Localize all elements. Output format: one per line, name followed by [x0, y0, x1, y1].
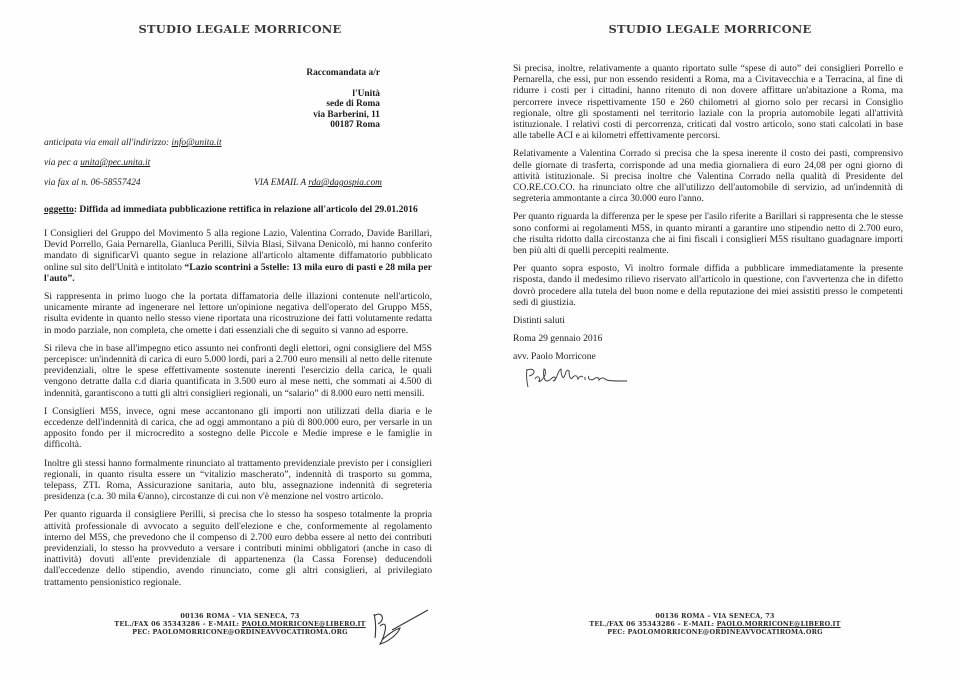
paragraph: Si precisa, inoltre, relativamente a quanto riportato sulle “spese di auto” dei consiglieri Porrello e Pernarella, che essi, pur non essendo residenti a Roma, ma a Civitavecchia e a Terracina, al fine di ridurre i costi per i cittadini, hanno ritenuto di non dovere affittare un'abitazione a Roma, ma percorrere invece rispettivamente 150 e 260 chilometri al giorno solo per recarsi in Consiglio regionale, oltre gli spostamenti nel territorio laziale con la propria automobile legati all'attività istituzionale. I relativi costi di percorrenza, criticati dal vostro articolo, sono stati calcolati in base alle tabelle ACI e ai kilometri effettivamente percorsi.	[513, 63, 903, 142]
send-method-label: via pec a	[44, 158, 81, 168]
subject-line	[44, 204, 434, 215]
footer-tel: TEL./FAX 06 35343286 – E-MAIL:	[114, 620, 242, 629]
paragraph: Per quanto riguarda la differenza per le spese per l'asilo riferite a Barillari si rappresenta che le stesse sono conformi ai regolamenti M5S, in quanto miranti a garantire uno stipendio netto di 2.700 euro, che risulta ridotto dalla circostanza che ai fini fiscali i consiglieri M5S risultano guadagnare importi ben più alti di quelli percepiti realmente.	[513, 211, 903, 257]
page-footer	[475, 612, 955, 637]
footer-pec: PEC: PAOLOMORRICONE@ORDINEAVVOCATIROMA.ORG	[132, 628, 348, 637]
footer-address: 00136 ROMA – VIA SENECA, 73	[655, 612, 775, 620]
footer-email-link[interactable]: PAOLO.MORRICONE@LIBERO.IT	[241, 620, 366, 629]
footer-email-link[interactable]: PAOLO.MORRICONE@LIBERO.IT	[716, 620, 841, 629]
initials-signature-icon	[370, 608, 430, 648]
paragraph: Si rileva che in base all'impegno etico assunto nei confronti degli elettori, ogni consigliere del M5S percepisce: un'indennità di carica di euro 5.000 lordi, pari a 2.700 euro mensili al netto delle ritenute previdenziali, oltre le spese effettivamente sostenute inerenti l'esercizio della carica, le quali vengono detratte dalla c.d diaria quantificata in 3.500 euro al mese netti, che sommati ai 4.500 di indennità, garantiscono a tutti gli altri consiglieri regionali, un “salario” di 8.000 euro netti mensili.	[44, 342, 432, 399]
signatory-name: avv. Paolo Morricone	[513, 351, 596, 363]
recipient-block	[306, 68, 380, 131]
paragraph: Relativamente a Valentina Corrado si precisa che la spesa inerente il costo dei pasti, comprensivo delle giornate di trasferta, corrisponde ad una media giornaliera di euro 24,08 per ogni giorno di attività istituzionale. Si precisa inoltre che Valentina Corrado nella qualità di Presidente del CO.RE.CO.CO. ha rinunciato oltre che all'utilizzo dell'automobile di servizio, ad un'indennità di segreteria ammontante a circa 30.000 euro l'anno.	[513, 148, 903, 205]
send-method-pec	[44, 158, 434, 178]
send-methods	[44, 138, 434, 198]
subject-label: oggetto	[44, 204, 74, 215]
paragraph: Per quanto sopra esposto, Vi inoltro formale diffida a pubblicare immediatamente la presente risposta, dando il medesimo rilievo riservato all'articolo in questione, con l'avvertenza che in difetto dovrò procedere alla tutela del buon nome e della reputazione dei miei assistiti presso le competenti sedi di giustizia.	[513, 263, 903, 308]
send-method-label: VIA EMAIL A	[254, 178, 309, 188]
subject-text: : Diffida ad immediata pubblicazione rettifica in relazione all'articolo del 29.01.2016	[73, 204, 418, 215]
paragraph: Inoltre gli stessi hanno formalmente rinunciato al trattamento previdenziale previsto per i consiglieri regionali, in quanto risulta essere un “vitalizio mascherato”, indennità di trasporto su gomma, telepass, ZTL Roma, Assicurazione sanitaria, auto blu, assegnazione indennità di segreteria presidenza (c.a. 30 mila €/anno), circostanze di cui non v'è menzione nel vostro articolo.	[44, 457, 432, 503]
closing: Distinti saluti	[513, 315, 565, 327]
email-link[interactable]: info@unita.it	[171, 138, 222, 148]
recipient-line: sede di Roma	[326, 99, 380, 110]
letterhead: STUDIO LEGALE MORRICONE	[608, 22, 812, 36]
recipient-line: 00187 Roma	[330, 120, 380, 131]
send-method-fax	[44, 178, 434, 198]
send-method-email	[44, 138, 434, 158]
letter-page-2	[480, 0, 960, 680]
footer-pec: PEC: PAOLOMORRICONE@ORDINEAVVOCATIROMA.ORG	[607, 628, 823, 637]
footer-address: 00136 ROMA – VIA SENECA, 73	[180, 612, 300, 620]
recipient-line: l'Unità	[352, 88, 380, 99]
send-method-email-2	[254, 178, 382, 189]
delivery-method: Raccomandata a/r	[306, 68, 380, 78]
handwritten-signature-icon	[523, 365, 633, 391]
footer-contacts	[475, 620, 955, 628]
letterhead: STUDIO LEGALE MORRICONE	[138, 22, 342, 36]
paragraph: Per quanto riguarda il consigliere Perilli, si precisa che lo stesso ha sospeso totalmente la propria attività professionale di avvocato a seguito dell'elezione e che, conformemente al regolamento interno del M5S, che prevedono che il compenso di 2.700 euro debba essere al netto dei contributi previdenziali, lo stesso ha provveduto a versare i contributi minimi obbligatori (anche in caso di inattività) dovuti all'ente previdenziale di appartenenza (la Cassa Forense) deducendoli dall'eccedenze dello stipendio, avendo rinunciato, come gli altri consiglieri, al privilegiato trattamento pensionistico regionale.	[44, 509, 432, 588]
recipient-line: via Barberini, 11	[313, 109, 380, 120]
letter-body-1	[44, 228, 432, 595]
letter-body-2	[513, 63, 903, 394]
email-link-2[interactable]: rda@dagospia.com	[308, 178, 382, 188]
article-title: “Lazio scontrini a 5stelle: 13 mila euro di pasti e 28 mila per l'auto”.	[44, 261, 432, 284]
paragraph: Si rappresenta in primo luogo che la portata diffamatoria delle illazioni contenute nell'articolo, unicamente mirante ad ingenerare nel lettore un'opinione negativa dell'operato del Gruppo M5S, risulta evidente in quanto nello stesso viene riportata una ricostruzione dei fatti volutamente redatta in modo parziale, non completa, che omette i dati essenziali che di seguito si vanno ad esporre.	[44, 291, 432, 336]
send-method-label: anticipata via email all'indirizzo:	[44, 138, 172, 148]
paragraph: I Consiglieri M5S, invece, ogni mese accantonano gli importi non utilizzati della diaria e le eccedenze dell'indennità di carica, che ad oggi ammontano a più di 800.000 euro, per versarle in un apposito fondo per il microcredito a sostegno delle Piccole e Medie imprese e le famiglie in difficoltà.	[44, 405, 432, 451]
place-date: Roma 29 gennaio 2016	[513, 333, 603, 345]
fax-number: via fax al n. 06-58557424	[44, 178, 141, 188]
paragraph: I Consiglieri del Gruppo del Movimento 5 alla regione Lazio, Valentina Corrado, Davide Barillari, Devid Porrello, Gaia Pernarella, Gianluca Perilli, Silvia Blasi, Silvana Denicolò, mi hanno conferito mandato di significarVi quanto segue in relazione all'articolo altamente diffamatorio pubblicato online sul sito dell'Unità e intitolato “Lazio scontrini a 5stelle: 13 mila euro di pasti e 28 mila per l'auto”.	[44, 228, 432, 284]
pec-link[interactable]: unita@pec.unita.it	[80, 158, 151, 168]
footer-tel: TEL./FAX 06 35343286 – E-MAIL:	[589, 620, 717, 629]
